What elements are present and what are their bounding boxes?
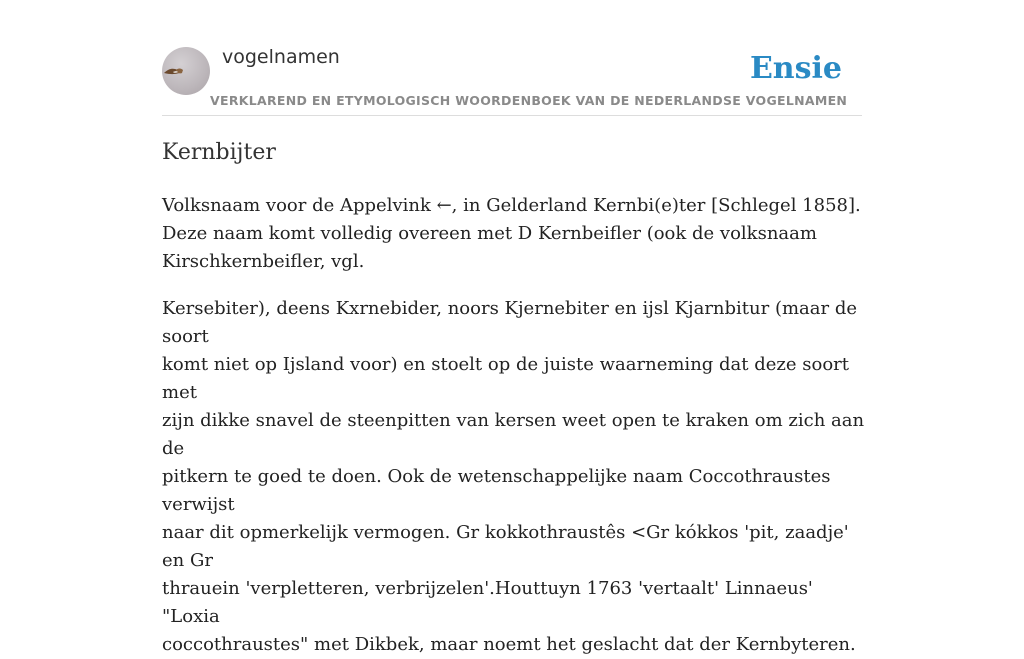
site-subtitle: VERKLAREND EN ETYMOLOGISCH WOORDENBOEK VAN DE NEDERLANDSE VOGELNAMEN <box>210 93 848 108</box>
bird-photo-icon[interactable] <box>162 47 210 95</box>
brand-logo[interactable]: Ensie <box>749 51 842 86</box>
article-paragraph: Volksnaam voor de Appelvink ←, in Gelderland Kernbi(e)ter [Schlegel 1858]. Deze naam komt volledig overeen met D Kernbeifler (ook de volksnaam Kirschkernbeifler, vgl. <box>162 195 861 272</box>
site-name[interactable]: vogelnamen <box>222 46 340 68</box>
article-paragraph: Kersebiter), deens Kxrnebider, noors Kjernebiter en ijsl Kjarnbitur (maar de soort komt niet op Ijsland voor) en stoelt op de juiste waarneming dat deze soort met zijn dikke snavel de steenpitten van kersen weet open te kraken om zich aan de pitkern te goed te doen. Ook de wetenschappelijke naam Coccothraustes verwijst naar dit opmerkelijk vermogen. Gr kokkothraustês <Gr kókkos 'pit, zaadje' en Gr thrauein 'verpletteren, verbrijzelen'.Houttuyn 1763 'vertaalt' Linnaeus' "Loxia coccothraustes" met Dikbek, maar noemt het geslacht dat der Kernbyteren. <box>162 298 865 655</box>
header-divider <box>162 115 862 116</box>
article-title: Kernbijter <box>162 140 276 165</box>
